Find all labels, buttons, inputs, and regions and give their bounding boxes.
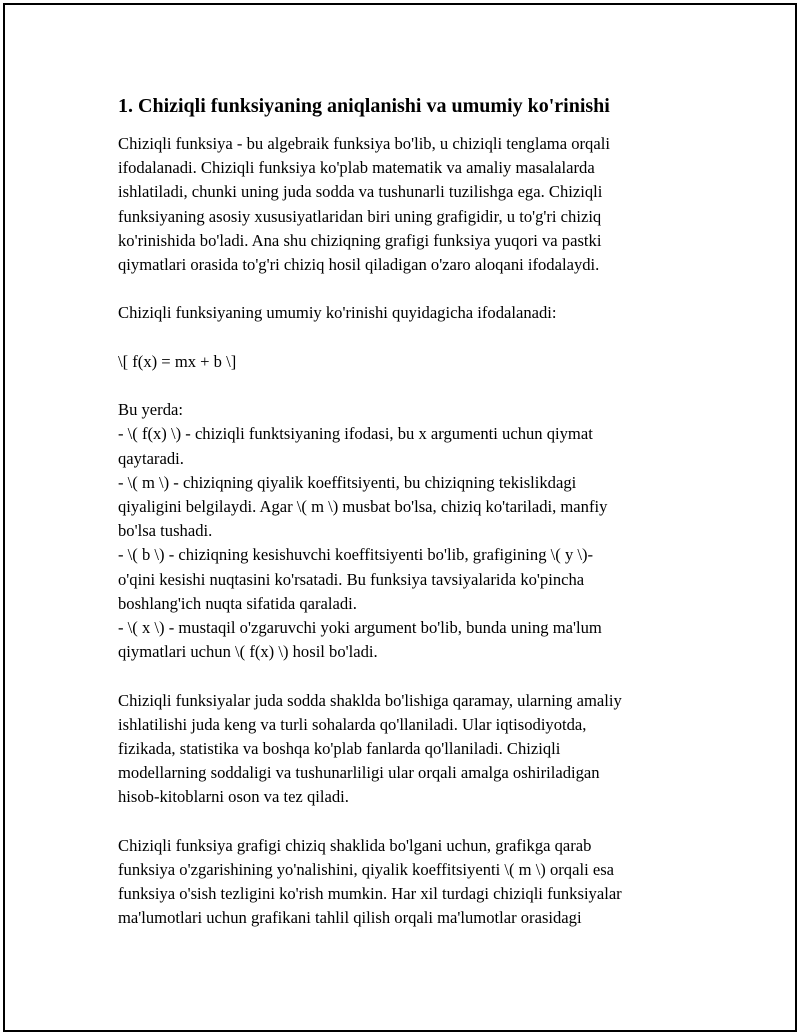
text-line: - \( m \) - chiziqning qiyalik koeffitsiyenti, bu chiziqning tekislikdagi xyxy=(118,472,577,492)
text-line: bo'lsa tushadi. xyxy=(118,521,213,541)
text-line: o'qini kesishi nuqtasini ko'rsatadi. Bu funksiya tavsiyalarida ko'pincha xyxy=(118,569,585,589)
text-line: Chiziqli funksiya - bu algebraik funksiya bo'lib, u chiziqli tenglama orqali xyxy=(118,134,610,153)
paragraph-applications xyxy=(118,689,678,810)
text-line: ishlatilishi juda keng va turli sohalarda qo'llaniladi. Ular iqtisodiyotda, xyxy=(118,714,587,734)
text-line: funksiya o'sish tezligini ko'rish mumkin. Har xil turdagi chiziqli funksiyalar xyxy=(118,884,622,904)
text-line: qiymatlari uchun \( f(x) \) hosil bo'ladi. xyxy=(118,642,378,662)
formula-line: \[ f(x) = mx + b \] xyxy=(118,351,237,371)
text-line: funksiya o'zgarishining yo'nalishini, qiyalik koeffitsiyenti \( m \) orqali esa xyxy=(118,860,615,880)
text-line: modellarning soddaligi va tushunarliligi ular orqali amalga oshiriladigan xyxy=(118,763,600,783)
text-line: boshlang'ich nuqta sifatida qaraladi. xyxy=(118,593,357,613)
paragraph-graph xyxy=(118,834,678,931)
text-line: ifodalanadi. Chiziqli funksiya ko'plab matematik va amaliy masalalarda xyxy=(118,158,595,178)
text-line: - \( b \) - chiziqning kesishuvchi koeffitsiyenti bo'lib, grafigining \( y \)- xyxy=(118,545,594,565)
text-line: ma'lumotlari uchun grafikani tahlil qilish orqali ma'lumotlar orasidagi xyxy=(118,908,582,928)
paragraph-general-form xyxy=(118,301,678,325)
text-line: qiymatlari orasida to'g'ri chiziq hosil qiladigan o'zaro aloqani ifodalaydi. xyxy=(118,255,600,275)
text-line: qaytaradi. xyxy=(118,448,184,468)
text-line: - \( f(x) \) - chiziqli funktsiyaning ifodasi, bu x argumenti uchun qiymat xyxy=(118,424,593,444)
text-line: ishlatiladi, chunki uning juda sodda va tushunarli tuzilishga ega. Chiziqli xyxy=(118,182,603,202)
document-body xyxy=(118,94,678,955)
text-line: Bu yerda: xyxy=(118,400,183,420)
section-heading: 1. Chiziqli funksiyaning aniqlanishi va umumiy ko'rinishi xyxy=(118,95,610,117)
text-line: hisob-kitoblarni oson va tez qiladi. xyxy=(118,787,349,807)
paragraph-intro xyxy=(118,132,678,277)
text-line: funksiyaning asosiy xususiyatlaridan biri uning grafigidir, u to'g'ri chiziq xyxy=(118,206,602,226)
text-line: - \( x \) - mustaqil o'zgaruvchi yoki argument bo'lib, bunda uning ma'lum xyxy=(118,618,602,638)
formula xyxy=(118,350,678,374)
text-line: Chiziqli funksiya grafigi chiziq shaklida bo'lgani uchun, grafikga qarab xyxy=(118,835,592,855)
text-line: fizikada, statistika va boshqa ko'plab fanlarda qo'llaniladi. Chiziqli xyxy=(118,739,561,759)
text-line: ko'rinishida bo'ladi. Ana shu chiziqning grafigi funksiya yuqori va pastki xyxy=(118,230,602,250)
text-line: Chiziqli funksiyalar juda sodda shaklda bo'lishiga qaramay, ularning amaliy xyxy=(118,690,622,710)
paragraph-definitions xyxy=(118,398,678,664)
text-line: Chiziqli funksiyaning umumiy ko'rinishi quyidagicha ifodalanadi: xyxy=(118,303,557,323)
text-line: qiyaligini belgilaydi. Agar \( m \) musbat bo'lsa, chiziq ko'tariladi, manfiy xyxy=(118,497,608,516)
